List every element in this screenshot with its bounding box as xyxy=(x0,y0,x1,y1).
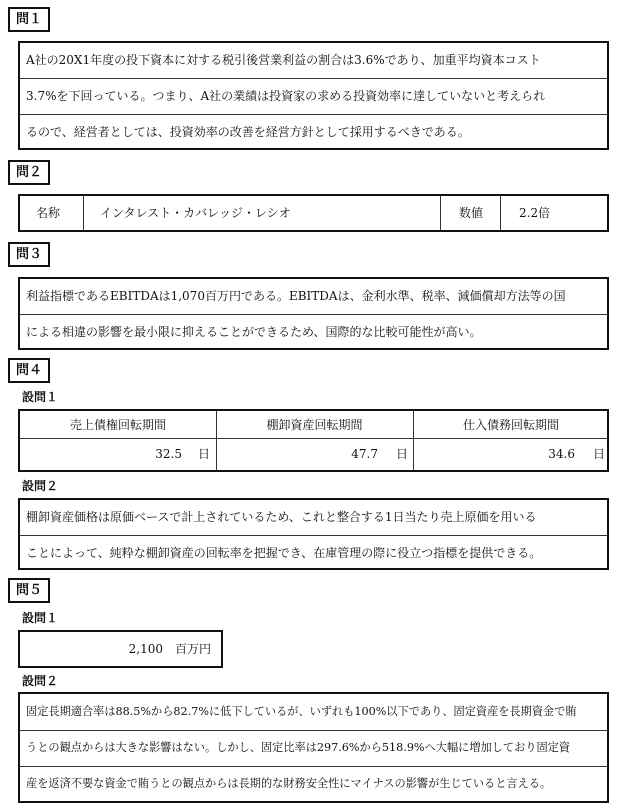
q4-s2-label: 設問２ xyxy=(22,479,59,493)
q3-answer-box xyxy=(18,277,609,350)
q4-unit-inventory: 日 xyxy=(396,447,409,461)
q3-line-2: による相違の影響を最小限に抑えることができるため、国際的な比較可能性が高い。 xyxy=(26,325,482,339)
q2-answer-table xyxy=(18,194,609,232)
q2-name-value: インタレスト・カバレッジ・レシオ xyxy=(100,206,291,220)
q4-line-1: 棚卸資産価格は原価ベースで計上されているため、これと整合する1日当たり売上原価を用いる xyxy=(26,510,537,524)
q1-rule-1 xyxy=(20,78,607,79)
q4-label: 問４ xyxy=(8,358,50,383)
q3-line-1: 利益指標であるEBITDAは1,070百万円である。EBITDAは、金利水準、税率、減価償却方法等の国 xyxy=(26,289,566,303)
q3-rule-1 xyxy=(20,314,607,315)
q1-line-1: A社の20X1年度の投下資本に対する税引後営業利益の割合は3.6%であり、加重平均資本コスト xyxy=(26,53,541,67)
q5-rule-2 xyxy=(20,766,607,767)
q2-num-value: 2.2倍 xyxy=(519,206,551,220)
q5-line-3: 産を返済不要な資金で賄うとの観点からは長期的な財務安全性にマイナスの影響が生じていると言える。 xyxy=(26,777,552,790)
q4-rule-1 xyxy=(20,535,607,536)
q2-num-label: 数値 xyxy=(459,206,484,220)
q5-s1-label: 設問１ xyxy=(22,611,59,625)
q1-rule-2 xyxy=(20,114,607,115)
q4-answer-box xyxy=(18,498,609,570)
q5-line-1: 固定長期適合率は88.5%から82.7%に低下しているが、いずれも100%以下であり、固定資産を長期資金で賄 xyxy=(26,705,577,718)
q4-value-payables: 34.6 xyxy=(548,447,575,461)
q4-line-2: ことによって、純粋な棚卸資産の回転率を把握でき、在庫管理の際に役立つ指標を提供できる。 xyxy=(26,546,542,560)
q1-label: 問１ xyxy=(8,7,50,32)
q1-line-3: るので、経営者としては、投資効率の改善を経営方針として採用するべきである。 xyxy=(26,125,470,139)
q5-value-box xyxy=(18,630,223,668)
q5-line-2: うとの観点からは大きな影響はない。しかし、固定比率は297.6%から518.9%へ大幅に増加しており固定資 xyxy=(26,741,571,754)
q4-unit-payables: 日 xyxy=(593,447,606,461)
q4-s1-label: 設問１ xyxy=(22,390,59,404)
q2-divider-2 xyxy=(440,196,441,230)
q5-label: 問５ xyxy=(8,578,50,603)
q3-label: 問３ xyxy=(8,242,50,267)
q5-s2-label: 設問２ xyxy=(22,674,59,688)
q2-divider-1 xyxy=(83,196,84,230)
q4-unit-receivables: 日 xyxy=(198,447,211,461)
q2-divider-3 xyxy=(500,196,501,230)
q5-rule-1 xyxy=(20,730,607,731)
q5-value: 2,100 xyxy=(128,642,163,656)
q4-header-receivables: 売上債権回転期間 xyxy=(69,418,166,432)
q4-header-inventory: 棚卸資産回転期間 xyxy=(266,418,363,432)
q2-name-label: 名称 xyxy=(36,206,61,220)
q1-answer-box xyxy=(18,41,609,150)
q4-header-payables: 仕入債務回転期間 xyxy=(462,418,559,432)
q2-label: 問２ xyxy=(8,160,50,185)
q4-turnover-table xyxy=(18,409,609,472)
q1-line-2: 3.7%を下回っている。つまり、A社の業績は投資家の求める投資効率に達していないと考えられ xyxy=(26,89,546,103)
q5-unit: 百万円 xyxy=(175,642,212,656)
q4-value-inventory: 47.7 xyxy=(351,447,378,461)
q5-answer-box xyxy=(18,692,609,803)
q4-value-receivables: 32.5 xyxy=(155,447,182,461)
